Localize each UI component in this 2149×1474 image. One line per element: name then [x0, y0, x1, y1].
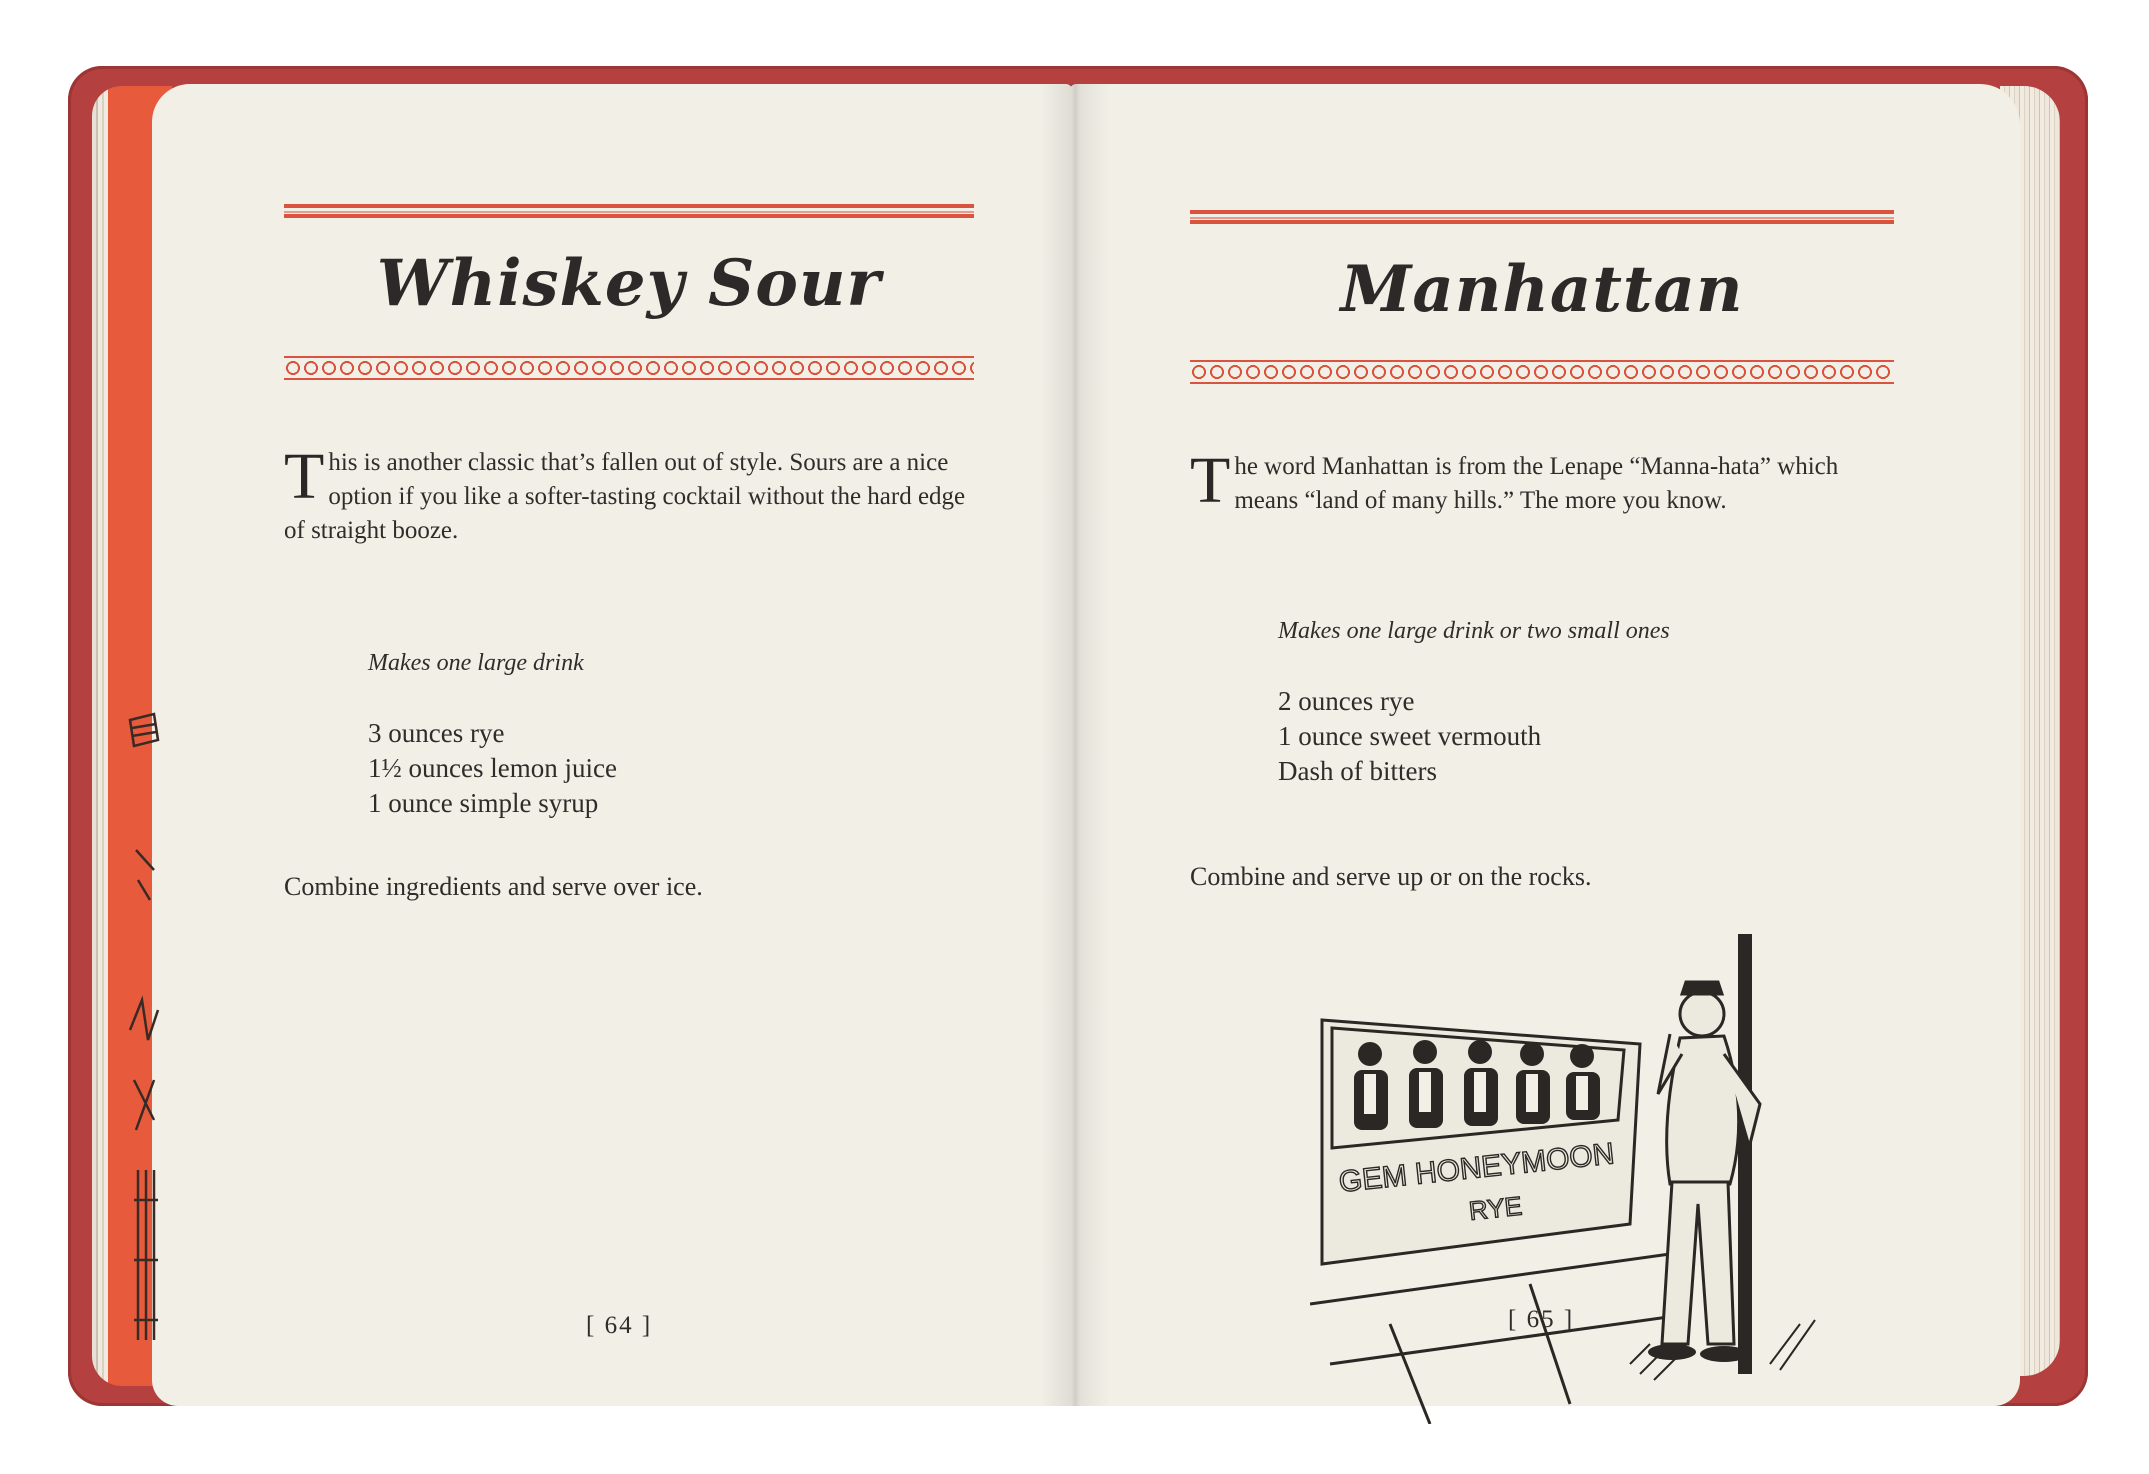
ornamental-border [284, 356, 974, 380]
yield-note: Makes one large drink [368, 650, 584, 676]
yield-note: Makes one large drink or two small ones [1278, 618, 1670, 644]
page-number: [ 65 ] [1508, 1306, 1575, 1333]
billboard-sign-line1: GEM HONEYMOON [1337, 1137, 1616, 1199]
instructions: Combine ingredients and serve over ice. [284, 872, 703, 901]
intro-text: his is another classic that’s fallen out of style. Sours are a nice option if you like a softer-tasting cocktail without the hard edge of straight booze. [284, 449, 966, 544]
ingredient-item: 1 ounce simple syrup [368, 788, 599, 818]
ingredient-item: 3 ounces rye [368, 718, 505, 748]
recipe-title: Whiskey Sour [376, 246, 882, 321]
page-number: [ 64 ] [586, 1312, 653, 1339]
drop-cap: T [1190, 444, 1231, 517]
left-page [152, 84, 1072, 1406]
drop-cap: T [284, 440, 325, 513]
ingredient-item: 1½ ounces lemon juice [368, 753, 617, 783]
top-double-rule [1190, 210, 1894, 224]
recipe-title: Manhattan [1340, 252, 1744, 327]
vintage-billboard-illustration [1310, 924, 1870, 1424]
top-double-rule [284, 204, 974, 218]
edge-sketch-illustration [124, 700, 164, 1380]
instructions: Combine and serve up or on the rocks. [1190, 862, 1592, 891]
book-gutter-shadow [1040, 84, 1110, 1406]
ingredient-list [1278, 684, 1541, 789]
intro-text: he word Manhattan is from the Lenape “Manna-hata” which means “land of many hills.” The more you know. [1234, 453, 1839, 514]
intro-paragraph [1190, 444, 1870, 518]
ornamental-border [1190, 360, 1894, 384]
ingredient-item: Dash of bitters [1278, 756, 1437, 786]
ingredient-item: 1 ounce sweet vermouth [1278, 721, 1542, 751]
ingredient-list [368, 716, 617, 821]
ingredient-item: 2 ounces rye [1278, 686, 1415, 716]
billboard-sign-line2: RYE [1467, 1190, 1524, 1226]
right-page [1070, 84, 2020, 1406]
intro-paragraph [284, 440, 974, 548]
